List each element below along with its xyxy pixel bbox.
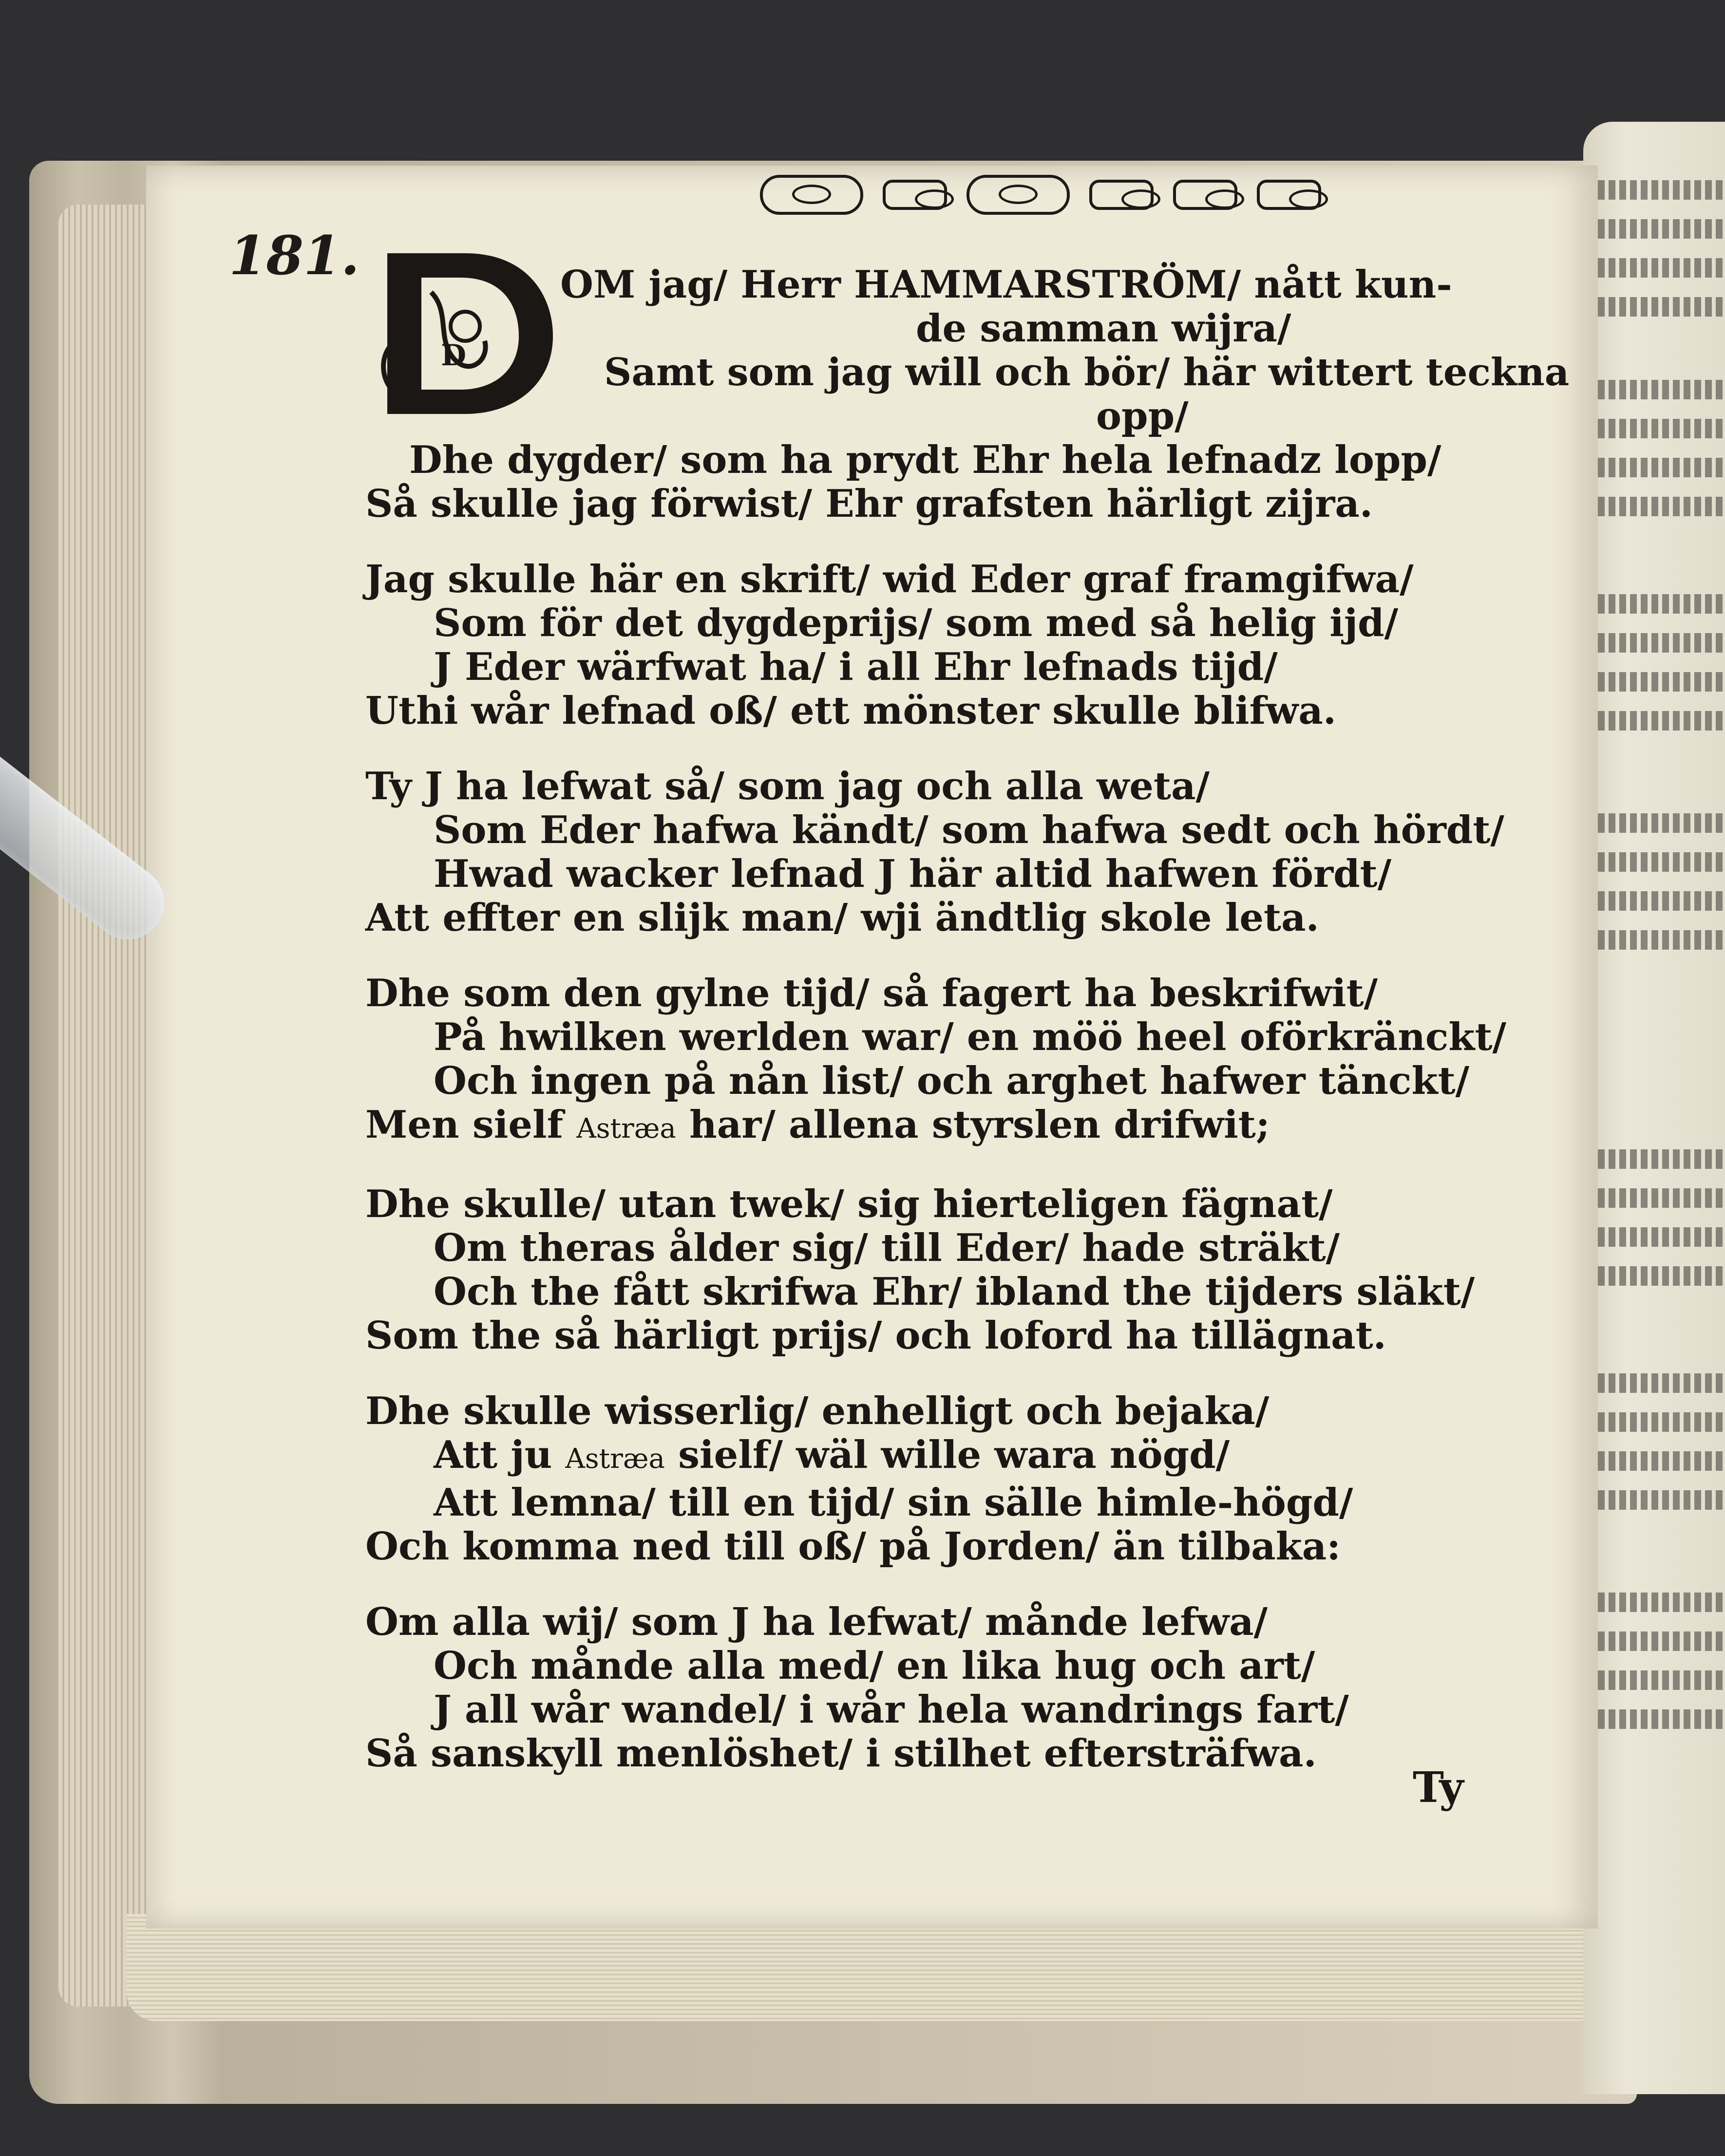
verse-line: Och ingen på nån list/ och arghet hafwer tänckt/ bbox=[434, 1059, 1470, 1103]
page-edges-bottom bbox=[127, 1914, 1598, 2021]
verse-line: Som Eder hafwa kändt/ som hafwa sedt och hördt/ bbox=[434, 808, 1504, 852]
verse-line: Om alla wij/ som J ha lefwat/ månde lefwa/ bbox=[365, 1600, 1268, 1644]
ornament-flourish bbox=[883, 180, 947, 210]
verse-line: Att lemna/ till en tijd/ sin sälle himle-högd/ bbox=[434, 1481, 1353, 1525]
stanza bbox=[365, 1600, 1500, 1776]
stanza bbox=[365, 971, 1506, 1151]
verse-line: Om theras ålder sig/ till Eder/ hade sträkt/ bbox=[434, 1226, 1340, 1270]
verse-line: Dhe dygder/ som ha prydt Ehr hela lefnadz lopp/ bbox=[409, 438, 1441, 482]
verse-line: opp/ bbox=[1096, 394, 1189, 438]
verse-fragment: har/ allena styrslen drifwit; bbox=[689, 1103, 1270, 1147]
page-number: 181. bbox=[229, 224, 360, 287]
page-edges-left bbox=[58, 205, 151, 2006]
verse-line: Dhe som den gylne tijd/ så fagert ha beskrifwit/ bbox=[365, 971, 1378, 1015]
stanza bbox=[365, 1389, 1500, 1569]
verse-line: Ty J ha lefwat så/ som jag och alla weta/ bbox=[365, 764, 1210, 808]
verse-line: Som för det dygdeprijs/ som med så helig ijd/ bbox=[434, 601, 1399, 645]
verse-line: Och månde alla med/ en lika hug och art/ bbox=[434, 1644, 1315, 1688]
verse-fragment: Att ju bbox=[434, 1433, 552, 1477]
facing-page-edge bbox=[1583, 122, 1725, 2094]
stanza bbox=[365, 1182, 1500, 1358]
verse-line bbox=[365, 1103, 1500, 1151]
verse-line: J Eder wärfwat ha/ i all Ehr lefnads tijd/ bbox=[434, 645, 1278, 689]
verse-line: Och the fått skrifwa Ehr/ ibland the tijders släkt/ bbox=[434, 1270, 1475, 1314]
stanza bbox=[365, 764, 1504, 940]
header-ornament bbox=[760, 170, 1588, 219]
stanza bbox=[365, 262, 1570, 526]
verse-line: Så sanskyll menlöshet/ i stilhet eftersträfwa. bbox=[365, 1731, 1317, 1776]
verse-line: de samman wijra/ bbox=[916, 306, 1291, 351]
name-astraea: Astræa bbox=[565, 1443, 665, 1475]
verse-line: J all wår wandel/ i wår hela wandrings fart/ bbox=[434, 1687, 1349, 1732]
verse-line: OM jag/ Herr HAMMARSTRÖM/ nått kun- bbox=[560, 262, 1452, 307]
verse-line: Dhe skulle/ utan twek/ sig hierteligen fägnat/ bbox=[365, 1182, 1333, 1226]
verse-line: Hwad wacker lefnad J här altid hafwen fördt/ bbox=[434, 852, 1392, 896]
verse-line bbox=[365, 1433, 1500, 1481]
verse-line: Och komma ned till oß/ på Jorden/ än tilbaka: bbox=[365, 1524, 1341, 1569]
verse-line: Uthi wår lefnad oß/ ett mönster skulle blifwa. bbox=[365, 689, 1336, 733]
ornament-flourish bbox=[967, 175, 1070, 215]
verse-line: Att effter en slijk man/ wji ändtlig skole leta. bbox=[365, 896, 1319, 940]
name-astraea: Astræa bbox=[576, 1113, 676, 1144]
verse-line: Så skulle jag förwist/ Ehr grafsten härligt zijra. bbox=[365, 482, 1373, 526]
poem-text bbox=[365, 262, 1570, 1807]
verse-line: Jag skulle här en skrift/ wid Eder graf framgifwa/ bbox=[365, 557, 1414, 601]
ornament-flourish bbox=[1257, 180, 1321, 210]
ornament-flourish bbox=[760, 175, 863, 215]
verse-fragment: Men sielf bbox=[365, 1103, 564, 1147]
verse-fragment: sielf/ wäl wille wara nögd/ bbox=[678, 1433, 1230, 1477]
verse-line: Dhe skulle wisserlig/ enhelligt och bejaka/ bbox=[365, 1389, 1270, 1433]
verse-line: Som the så härligt prijs/ och loford ha tillägnat. bbox=[365, 1313, 1386, 1358]
stanza bbox=[365, 558, 1500, 733]
verse-line: Samt som jag will och bör/ här wittert teckna bbox=[604, 350, 1570, 394]
ornament-flourish bbox=[1173, 180, 1237, 210]
catchword: Ty bbox=[1413, 1763, 1464, 1812]
svg-text:D: D bbox=[441, 338, 467, 373]
verse-line: På hwilken werlden war/ en möö heel oförkränckt/ bbox=[434, 1015, 1506, 1059]
ornament-flourish bbox=[1089, 180, 1154, 210]
